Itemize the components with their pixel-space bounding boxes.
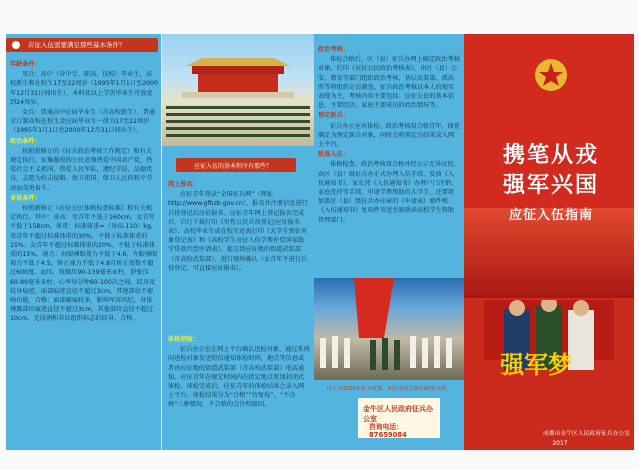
physical-title: 身体条件： [10, 194, 41, 202]
cover-title-line2: 强军兴国 [502, 172, 599, 198]
checkup-text [168, 335, 310, 411]
age-para-female: 女兵：普通高中应届毕业生（含高校新生）、普通全日制高校在校生及应届毕业生一律为17至22周岁（1995年1月1日至2000年12月31日间出生）。 [10, 109, 156, 135]
office-name: 金牛区人民政府征兵办公室 [363, 405, 433, 423]
bullet-icon [12, 41, 20, 49]
cover-footer: 成都市金牛区人民政府征兵办公室 [543, 431, 630, 437]
conditions-header: 应征入伍需要满足那些基本条件？ [28, 41, 126, 49]
procedure-header: 应征入伍的基本程序有那些？ [194, 163, 273, 170]
conditions-header-bar [6, 38, 158, 52]
political-review-para: 体检合格后，区（县）征兵办网上确定政治考核对象，打印《应征公民政治考核表》，由区（县）公安、教育等部门组织政治考核，基层武装部、派出所等将组织走访调查。征兵政治考核以本人的现实表现为主，考核内容主要包括：应征公民的基本信息、主要经历、家庭主要成员的政治情况等。 [318, 56, 460, 110]
cover-title-line1: 携笔从戎 [502, 142, 599, 168]
physical-para: 按照新修订《应征公民体格检查标准》和有关规定执行。其中：身高：男青年不低于160cm，女青年不低于158cm。体重：标准体重=（身高-110）kg，男青年不超过标准体重的30%，不低于标准体重的15%；女青年不超过标准体重的20%，不低于标准体重的15%。视力：右眼裸眼视力不低于4.6，左眼裸眼视力不低于4.5，矫正视力不低于4.8且矫正度数不超过600度。血压，收缩压90-139毫米汞柱，舒张压60-89毫米汞柱；心率每分钟60-100次之间。纹身及纹身痕迹，面部痕迹直径不超过3cm，其他部位不影响功能，合格；面部瘢痕较多，影响军容风纪，身体裸露部位痕迹直径不超过3cm，其他部位直径不超过10cm，无浸润和非法组织标志的纹身，合格。 [10, 205, 158, 323]
pre-select-para: 征兵办公室对体检、政治考核双合格青年，择优确定为预定新兵对象，同时会将预定兵结果录入网上平台。 [318, 122, 460, 149]
slogan-art: 强军梦 [500, 350, 572, 379]
registration-text [168, 180, 310, 274]
army-emblem [534, 58, 568, 92]
registration-title: 网上报名： [168, 181, 199, 188]
conditions-text [10, 60, 158, 325]
approval-para: 体格检查、政治考核双合格并经公示无异议的，由区（县）级征兵办正式办理入伍手续，发放《入伍通知书》，家长凭《入伍通知书》办理户口注销、家庭优待等手续。申请学费资助的大学生，还要将加盖区（县）级征兵办印章的《申请表》原件和《入伍通知书》复印件寄送至原就读高校学生资助管理部门。 [318, 161, 460, 224]
policy-caption: 以上为2016年征兵政策，如有变化以新的政策为准。 [326, 386, 452, 392]
cover-title [476, 140, 626, 200]
age-title: 年龄条件： [10, 61, 41, 68]
office-phone: 咨询电话：87659084 [369, 423, 407, 439]
cover-subtitle: 应征入伍指南 [508, 208, 593, 223]
pre-select-title: 预定新兵： [318, 112, 349, 120]
political-para: 按照新修订的《征兵政治考核工作规定》和有关规定执行。征集服役的公民必须热爱中国共产党，热爱社会主义祖国，热爱人民军队，遵纪守法，品德优良，志愿为抗击侵略、保卫祖国、保卫人民的和平劳动而英勇奋斗。 [10, 147, 153, 192]
political-review-title: 政治考核： [318, 46, 349, 53]
parade-troops-photo [314, 278, 464, 380]
political-title: 政治条件： [10, 137, 41, 145]
procedure-header-bar [176, 158, 296, 172]
age-para-male: 男兵：高中（含中专、职高、技校）毕业生，高校新生和在校生17至22周岁（1995年1月1日至2000年12月31日间出生），本科及以上学历毕业生可放宽到24周岁。 [10, 71, 158, 106]
review-text [318, 45, 460, 226]
checkup-title: 体检初检： [168, 336, 199, 343]
approval-title: 批准入伍： [318, 151, 349, 159]
tiananmen-parade-photo [162, 34, 314, 146]
cover-year: 2017 [552, 440, 568, 447]
checkup-para: 征兵办公室在网上平台确认送检对象，通过系统向送检对象发送短信通知体检时间，地点等信息或者由应征地的街道武装部（含高校武装部）电话通知。应征青年在规定时间内在指定地点参加封闭式体检，体检完成后，应征青年的体检结果会录入网上平台。体检结果分为“合格”“待复检”、“不合格”三种情况，不合格的会注明原因。 [168, 346, 310, 409]
registration-para: 应征青年登录“全国征兵网”（网址http://www.gfbzb.gov.cn），报名并注册信息进行兵役登记后应征报名。应征青年网上登记报名完成后，自行下载打印《男性公民兵役登记/应征报名表》，高校毕业生或在校生还需打印《大学生预征对象登记表》和《高校学生应征入伍学费补偿国家助学贷款代偿申请表》，提交到应征地的街道武装部（含高校武装部），进行现场确认（女青年不进行兵役登记，可直接应征报名）。 [168, 191, 308, 272]
office-contact-box [358, 398, 440, 438]
